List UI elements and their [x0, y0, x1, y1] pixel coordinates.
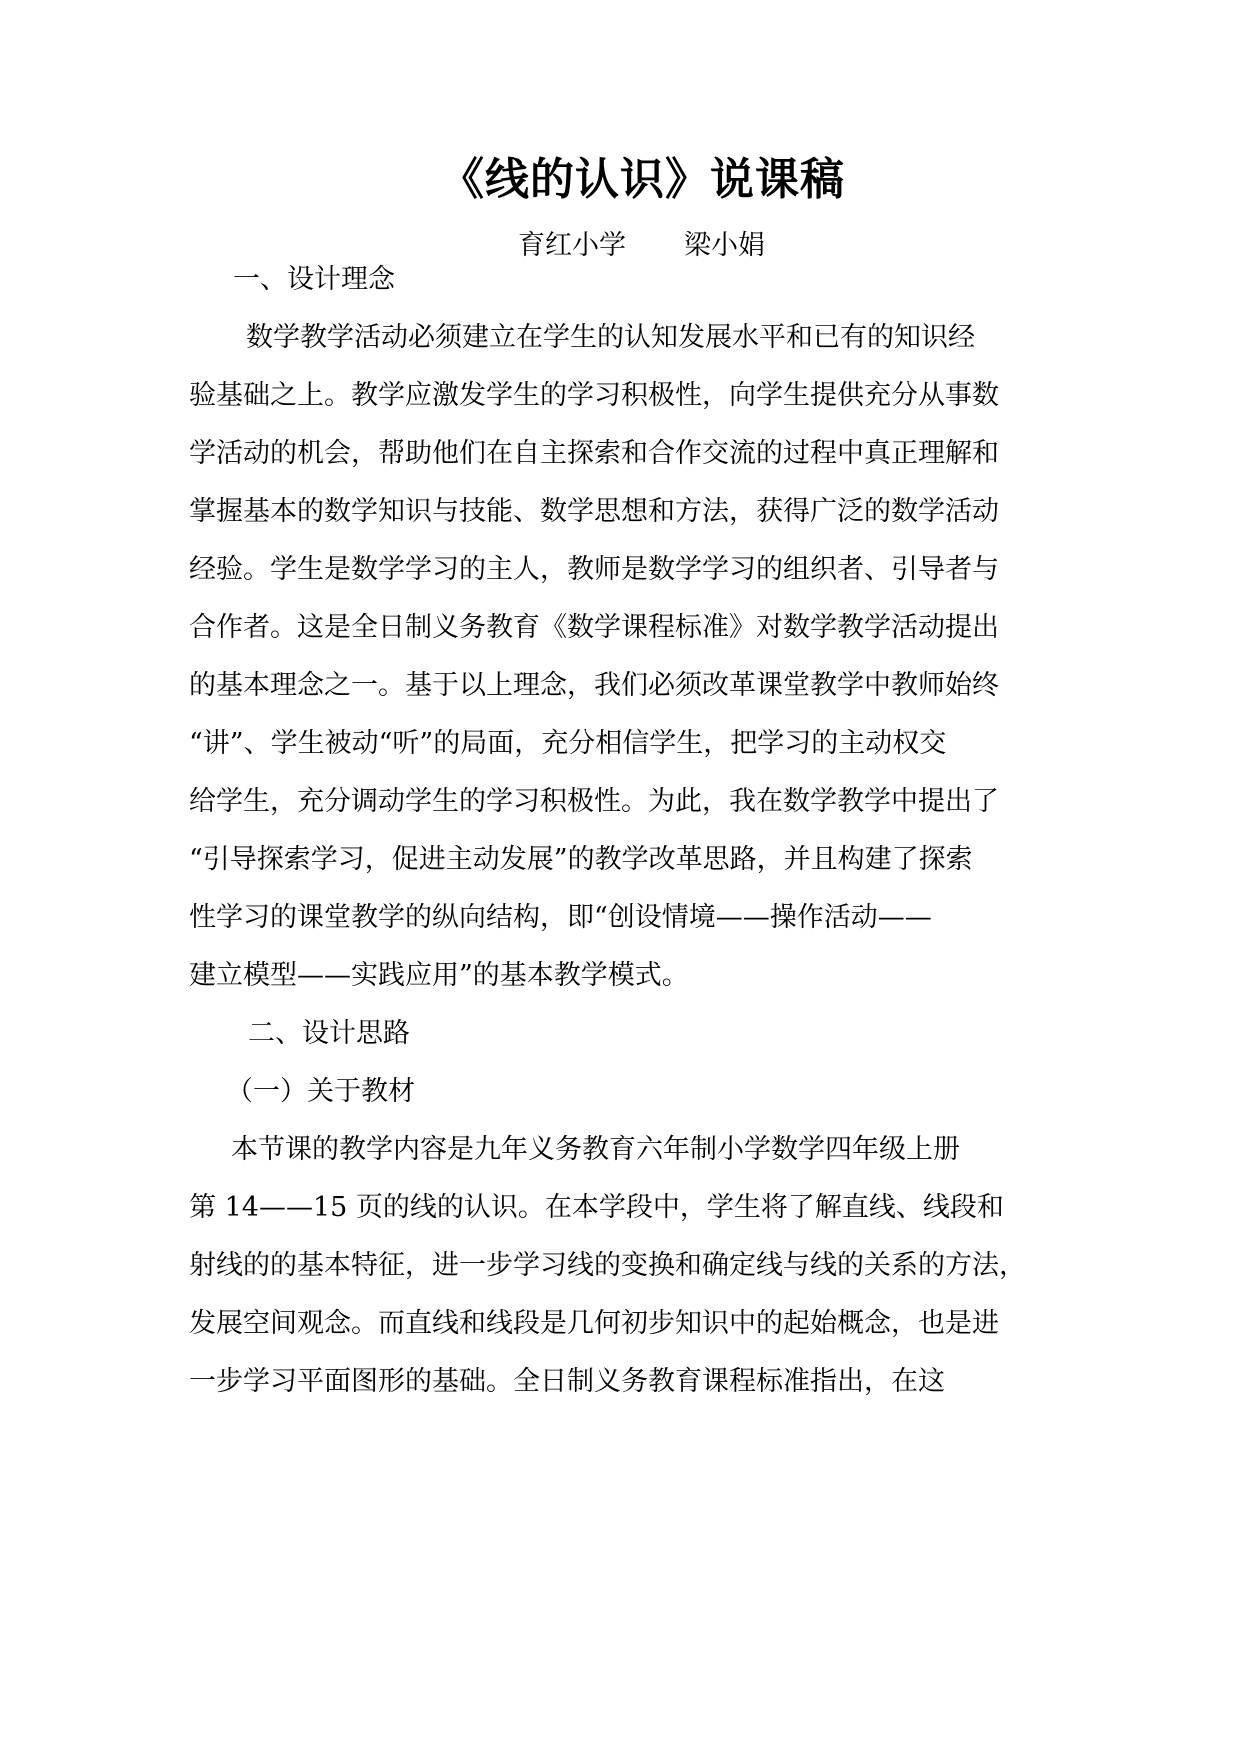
- paragraph-line: 数学教学活动必须建立在学生的认知发展水平和已有的知识经: [246, 322, 975, 353]
- section1-heading: 一、设计理念: [233, 264, 395, 295]
- paragraph-line: 建立模型——实践应用”的基本教学模式。: [189, 960, 689, 991]
- paragraph-line: 的基本理念之一。基于以上理念，我们必须改革课堂教学中教师始终: [189, 670, 999, 701]
- paragraph-line: 发展空间观念。而直线和线段是几何初步知识中的起始概念，也是进: [189, 1308, 999, 1339]
- paragraph-line: 验基础之上。教学应激发学生的学习积极性，向学生提供充分从事数: [189, 380, 999, 411]
- paragraph-line: 合作者。这是全日制义务教育《数学课程标准》对数学教学活动提出: [189, 612, 999, 643]
- paragraph-line: 学活动的机会，帮助他们在自主探索和合作交流的过程中真正理解和: [189, 438, 999, 469]
- paragraph-line: “讲”、学生被动“听”的局面，充分相信学生，把学习的主动权交: [189, 728, 947, 759]
- paragraph-line: 经验。学生是数学学习的主人，教师是数学学习的组织者、引导者与: [189, 554, 999, 585]
- byline-school: 育红小学: [518, 230, 626, 261]
- paragraph-line: 给学生，充分调动学生的学习积极性。为此，我在数学教学中提出了: [189, 786, 999, 817]
- paragraph-line: “引导探索学习，促进主动发展”的教学改革思路，并且构建了探索: [189, 844, 973, 875]
- document-title: [0, 150, 1241, 210]
- byline: [518, 226, 765, 266]
- paragraph-line: 一步学习平面图形的基础。全日制义务教育课程标准指出，在这: [189, 1366, 945, 1397]
- title-text: 《线的认识》说课稿: [440, 154, 845, 205]
- byline-author: 梁小娟: [684, 230, 765, 261]
- paragraph-line: 本节课的教学内容是九年义务教育六年制小学数学四年级上册: [231, 1134, 960, 1165]
- paragraph-line: 第 14——15 页的线的认识。在本学段中，学生将了解直线、线段和: [189, 1192, 1004, 1223]
- paragraph-line: 掌握基本的数学知识与技能、数学思想和方法，获得广泛的数学活动: [189, 496, 999, 527]
- section2-subheading: （一）关于教材: [226, 1076, 415, 1107]
- paragraph-line: 射线的的基本特征，进一步学习线的变换和确定线与线的关系的方法，: [189, 1250, 1026, 1281]
- paragraph-line: 性学习的课堂教学的纵向结构，即“创设情境——操作活动——: [189, 902, 932, 933]
- section2-heading: 二、设计思路: [248, 1018, 410, 1049]
